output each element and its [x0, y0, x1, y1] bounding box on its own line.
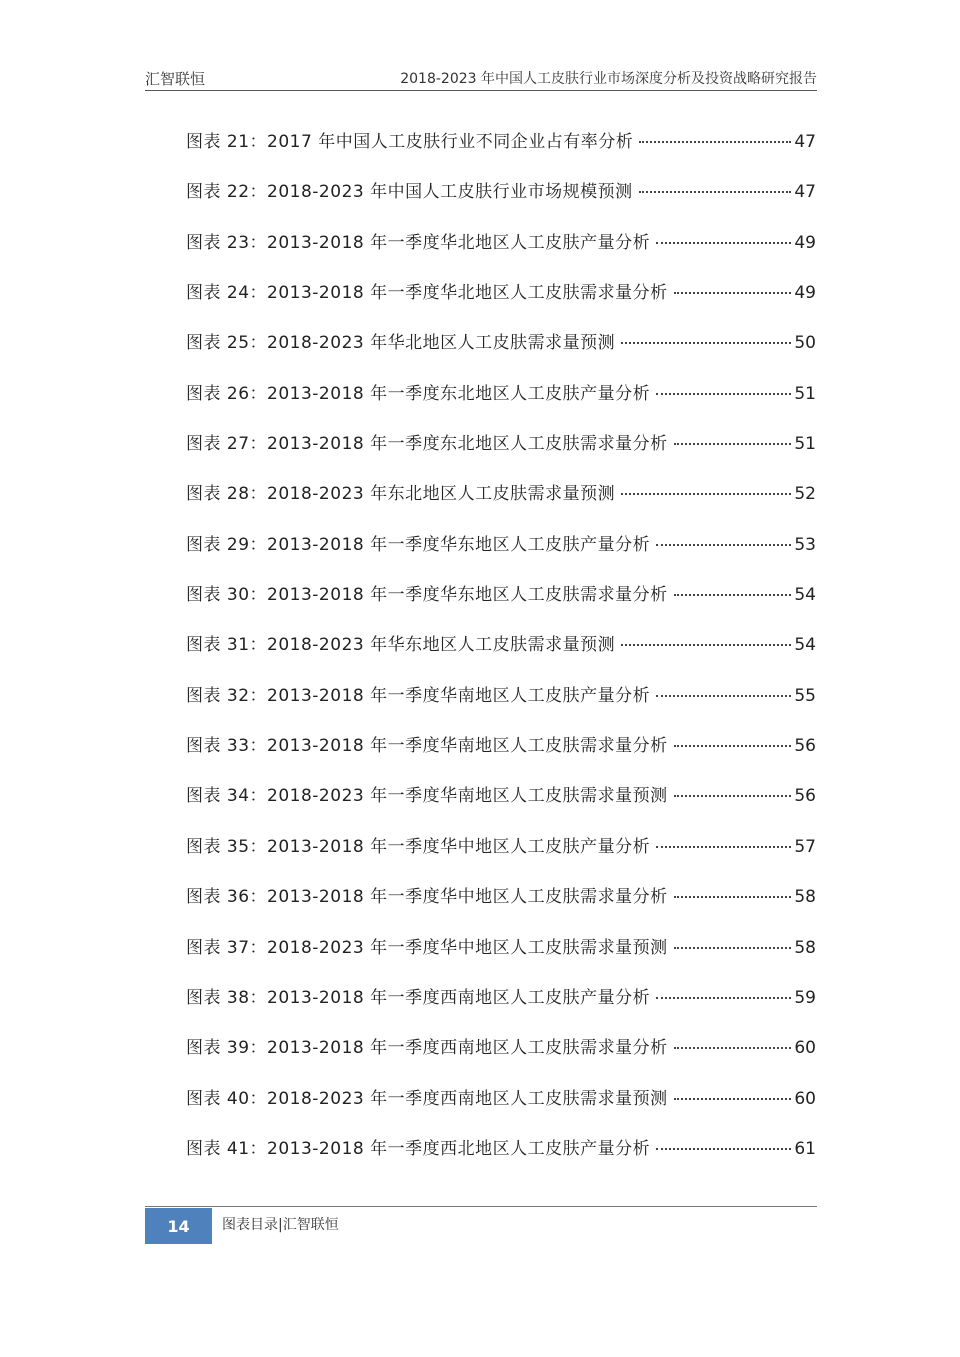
table-of-figures — [186, 127, 816, 1184]
toc-entry-label: 图表 36：2013-2018 年一季度华中地区人工皮肤需求量分析 — [186, 887, 668, 908]
toc-entry[interactable] — [186, 479, 816, 529]
toc-dot-leader — [639, 141, 791, 143]
toc-entry-page-number: 59 — [794, 987, 816, 1008]
toc-entry-label: 图表 28：2018-2023 年东北地区人工皮肤需求量预测 — [186, 484, 616, 505]
toc-dot-leader — [674, 795, 792, 797]
toc-entry-page-number: 49 — [794, 283, 816, 304]
toc-entry[interactable] — [186, 328, 816, 378]
toc-entry[interactable] — [186, 1134, 816, 1184]
toc-entry-page-number: 60 — [794, 1088, 816, 1109]
toc-entry-page-number: 47 — [794, 182, 816, 203]
toc-entry[interactable] — [186, 530, 816, 580]
toc-entry[interactable] — [186, 177, 816, 227]
toc-entry-label: 图表 29：2013-2018 年一季度华东地区人工皮肤产量分析 — [186, 534, 651, 555]
toc-entry-label: 图表 35：2013-2018 年一季度华中地区人工皮肤产量分析 — [186, 836, 651, 857]
toc-entry-label: 图表 37：2018-2023 年一季度华中地区人工皮肤需求量预测 — [186, 937, 668, 958]
toc-entry-page-number: 61 — [794, 1138, 816, 1159]
toc-entry-label: 图表 38：2013-2018 年一季度西南地区人工皮肤产量分析 — [186, 987, 651, 1008]
toc-entry[interactable] — [186, 781, 816, 831]
toc-dot-leader — [656, 997, 791, 999]
page-header — [145, 66, 817, 92]
toc-dot-leader — [674, 292, 792, 294]
toc-entry-page-number: 51 — [794, 434, 816, 455]
toc-entry-label: 图表 31：2018-2023 年华东地区人工皮肤需求量预测 — [186, 635, 616, 656]
toc-dot-leader — [621, 342, 791, 344]
toc-dot-leader — [656, 846, 791, 848]
toc-entry-page-number: 50 — [794, 333, 816, 354]
toc-entry[interactable] — [186, 630, 816, 680]
toc-entry-label: 图表 26：2013-2018 年一季度东北地区人工皮肤产量分析 — [186, 383, 651, 404]
toc-entry[interactable] — [186, 1033, 816, 1083]
footer-divider — [145, 1206, 817, 1207]
toc-dot-leader — [639, 191, 792, 193]
toc-entry-page-number: 58 — [794, 887, 816, 908]
toc-entry-page-number: 49 — [794, 232, 816, 253]
toc-entry-label: 图表 23：2013-2018 年一季度华北地区人工皮肤产量分析 — [186, 232, 651, 253]
toc-entry-label: 图表 24：2013-2018 年一季度华北地区人工皮肤需求量分析 — [186, 283, 668, 304]
toc-dot-leader — [621, 644, 791, 646]
footer-section-label: 图表目录|汇智联恒 — [222, 1217, 339, 1233]
toc-entry[interactable] — [186, 127, 816, 177]
toc-entry-page-number: 52 — [794, 484, 816, 505]
toc-dot-leader — [656, 544, 791, 546]
toc-dot-leader — [674, 896, 792, 898]
toc-entry-label: 图表 27：2013-2018 年一季度东北地区人工皮肤需求量分析 — [186, 434, 668, 455]
toc-entry-page-number: 54 — [794, 635, 816, 656]
toc-entry[interactable] — [186, 580, 816, 630]
toc-entry-label: 图表 25：2018-2023 年华北地区人工皮肤需求量预测 — [186, 333, 616, 354]
toc-dot-leader — [674, 594, 792, 596]
toc-dot-leader — [656, 1148, 791, 1150]
toc-entry-page-number: 51 — [794, 383, 816, 404]
toc-entry-label: 图表 30：2013-2018 年一季度华东地区人工皮肤需求量分析 — [186, 585, 668, 606]
toc-dot-leader — [621, 493, 791, 495]
toc-entry-page-number: 60 — [794, 1038, 816, 1059]
toc-entry-label: 图表 34：2018-2023 年一季度华南地区人工皮肤需求量预测 — [186, 786, 668, 807]
toc-entry-page-number: 58 — [794, 937, 816, 958]
toc-entry[interactable] — [186, 379, 816, 429]
toc-entry-page-number: 56 — [794, 786, 816, 807]
toc-entry-page-number: 55 — [794, 685, 816, 706]
toc-entry-page-number: 53 — [794, 534, 816, 555]
header-company-name: 汇智联恒 — [145, 70, 206, 88]
toc-dot-leader — [656, 242, 791, 244]
toc-entry[interactable] — [186, 882, 816, 932]
toc-dot-leader — [656, 695, 791, 697]
toc-dot-leader — [674, 1047, 792, 1049]
toc-dot-leader — [674, 947, 792, 949]
footer-page-number: 14 — [145, 1208, 212, 1244]
toc-dot-leader — [674, 443, 792, 445]
toc-entry[interactable] — [186, 731, 816, 781]
toc-entry-label: 图表 32：2013-2018 年一季度华南地区人工皮肤产量分析 — [186, 685, 651, 706]
toc-entry[interactable] — [186, 681, 816, 731]
toc-entry-label: 图表 33：2013-2018 年一季度华南地区人工皮肤需求量分析 — [186, 736, 668, 757]
toc-entry[interactable] — [186, 278, 816, 328]
toc-entry[interactable] — [186, 832, 816, 882]
toc-entry-label: 图表 22：2018-2023 年中国人工皮肤行业市场规模预测 — [186, 182, 633, 203]
toc-entry-page-number: 57 — [794, 836, 816, 857]
toc-entry[interactable] — [186, 228, 816, 278]
toc-entry[interactable] — [186, 933, 816, 983]
toc-entry-page-number: 56 — [794, 736, 816, 757]
header-report-title: 2018-2023 年中国人工皮肤行业市场深度分析及投资战略研究报告 — [400, 71, 817, 87]
toc-dot-leader — [656, 393, 791, 395]
toc-dot-leader — [674, 1098, 792, 1100]
toc-entry-label: 图表 39：2013-2018 年一季度西南地区人工皮肤需求量分析 — [186, 1038, 668, 1059]
toc-entry[interactable] — [186, 1084, 816, 1134]
toc-dot-leader — [674, 745, 792, 747]
toc-entry-page-number: 54 — [794, 585, 816, 606]
toc-entry[interactable] — [186, 983, 816, 1033]
toc-entry[interactable] — [186, 429, 816, 479]
header-divider — [145, 90, 817, 91]
toc-entry-label: 图表 41：2013-2018 年一季度西北地区人工皮肤产量分析 — [186, 1138, 651, 1159]
toc-entry-page-number: 47 — [794, 132, 816, 152]
toc-entry-label: 图表 21：2017 年中国人工皮肤行业不同企业占有率分析 — [186, 132, 634, 152]
toc-entry-label: 图表 40：2018-2023 年一季度西南地区人工皮肤需求量预测 — [186, 1088, 668, 1109]
